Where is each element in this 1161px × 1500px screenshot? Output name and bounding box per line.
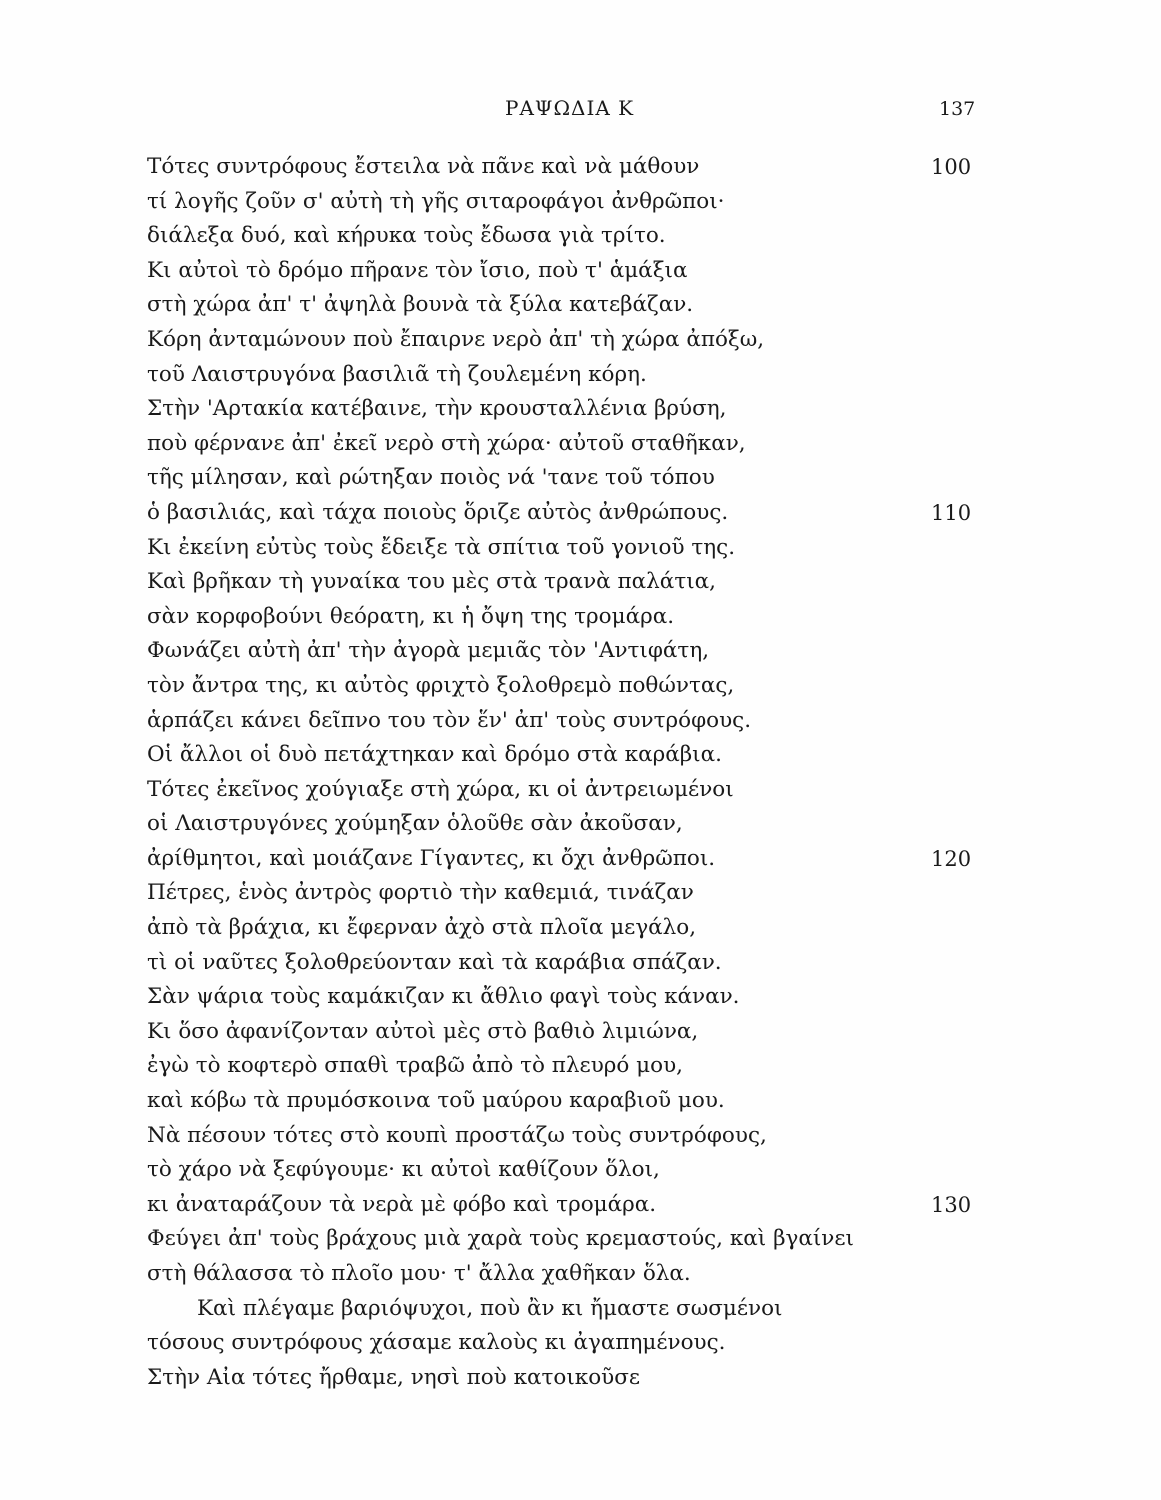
- verse-line: [147, 461, 1007, 496]
- verse-line: [147, 1361, 1007, 1396]
- verse-line: [147, 1015, 1007, 1050]
- verse-text: Κόρη ἀνταμώνουν ποὺ ἔπαιρνε νερὸ ἀπ' τὴ χώρα ἀπόξω,: [147, 326, 765, 352]
- verse-line: [147, 946, 1007, 981]
- verse-line: [147, 842, 1007, 877]
- verse-line: [147, 254, 1007, 289]
- verse-text: τόσους συντρόφους χάσαμε καλοὺς κι ἀγαπημένους.: [147, 1330, 726, 1356]
- verse-text: Καὶ βρῆκαν τὴ γυναίκα του μὲς στὰ τρανὰ παλάτια,: [147, 569, 716, 595]
- verse-line: [147, 1188, 1007, 1223]
- page-header: [0, 96, 1161, 126]
- verse-line: [147, 392, 1007, 427]
- verse-text: τὸν ἄντρα της, κι αὐτὸς φριχτὸ ξολοθρεμὸ ποθώντας,: [147, 672, 735, 698]
- verse-line: [147, 600, 1007, 635]
- verse-text: στὴ θάλασσα τὸ πλοῖο μου· τ' ἄλλα χαθῆκαν ὅλα.: [147, 1261, 691, 1286]
- verse-text: τὶ οἱ ναῦτες ξολοθρεύονταν καὶ τὰ καράβια σπάζαν.: [147, 949, 722, 975]
- verse-text: κι ἀναταράζουν τὰ νερὰ μὲ φόβο καὶ τρομάρα.: [147, 1191, 657, 1217]
- verse-text: Νὰ πέσουν τότες στὸ κουπὶ προστάζω τοὺς συντρόφους,: [147, 1122, 767, 1148]
- verse-text: τοῦ Λαιστρυγόνα βασιλιᾶ τὴ ζουλεμένη κόρη.: [147, 361, 647, 387]
- verse-line: [147, 427, 1007, 462]
- verse-line: [147, 669, 1007, 704]
- verse-text: στὴ χώρα ἀπ' τ' ἀψηλὰ βουνὰ τὰ ξύλα κατεβάζαν.: [147, 292, 694, 318]
- verse-text: Καὶ πλέγαμε βαριόψυχοι, ποὺ ἂν κι ἤμαστε σωσμένοι: [197, 1295, 783, 1321]
- verse-line: [147, 1257, 1007, 1292]
- running-title: ΡΑΨΩΔΙΑ Κ: [505, 96, 635, 120]
- verse-line: [147, 323, 1007, 358]
- verse-line: [147, 773, 1007, 808]
- verse-text: τὸ χάρο νὰ ξεφύγουμε· κι αὐτοὶ καθίζουν ὅλοι,: [147, 1157, 660, 1183]
- verse-line: [147, 911, 1007, 946]
- verse-line: [147, 1119, 1007, 1154]
- verse-text: ἀπὸ τὰ βράχια, κι ἔφερναν ἀχὸ στὰ πλοῖα μεγάλο,: [147, 915, 697, 941]
- verse-text: Τότες ἐκεῖνος χούγιαξε στὴ χώρα, κι οἱ ἀντρειωμένοι: [147, 776, 734, 802]
- verse-line: [147, 1222, 1007, 1257]
- verse-line: [147, 496, 1007, 531]
- verse-line: [147, 1292, 1007, 1327]
- verse-line: [147, 1084, 1007, 1119]
- verse-text: ἐγὼ τὸ κοφτερὸ σπαθὶ τραβῶ ἀπὸ τὸ πλευρό μου,: [147, 1053, 683, 1079]
- verse-text: ἀρίθμητοι, καὶ μοιάζανε Γίγαντες, κι ὄχι ἀνθρῶποι.: [147, 845, 716, 871]
- verse-text: καὶ κόβω τὰ πρυμόσκοινα τοῦ μαύρου καραβιοῦ μου.: [147, 1088, 725, 1114]
- verse-line: [147, 980, 1007, 1015]
- verse-text: Πέτρες, ἑνὸς ἀντρὸς φορτιὸ τὴν καθεμιά, τινάζαν: [147, 880, 694, 906]
- verse-line: [147, 565, 1007, 600]
- verse-text: Στὴν 'Αρτακία κατέβαινε, τὴν κρουσταλλένια βρύση,: [147, 396, 727, 422]
- verse-text: σὰν κορφοβούνι θεόρατη, κι ἡ ὄψη της τρομάρα.: [147, 603, 675, 629]
- verse-line: [147, 634, 1007, 669]
- verse-text: οἱ Λαιστρυγόνες χούμηξαν ὁλοῦθε σὰν ἀκοῦσαν,: [147, 811, 683, 837]
- verse-text: τῆς μίλησαν, καὶ ρώτηξαν ποιὸς νά 'τανε τοῦ τόπου: [147, 465, 715, 491]
- verse-line: [147, 288, 1007, 323]
- verse-line: [147, 738, 1007, 773]
- verse-line: [147, 876, 1007, 911]
- verse-line: [147, 1153, 1007, 1188]
- verse-text: Οἱ ἄλλοι οἱ δυὸ πετάχτηκαν καὶ δρόμο στὰ καράβια.: [147, 742, 722, 768]
- verse-text: τί λογῆς ζοῦν σ' αὐτὴ τὴ γῆς σιταροφάγοι ἀνθρῶποι·: [147, 188, 725, 214]
- verse-text: Στὴν Αἰα τότες ἤρθαμε, νησὶ ποὺ κατοικοῦσε: [147, 1364, 641, 1390]
- verse-line: [147, 150, 1007, 185]
- verse-line: [147, 531, 1007, 566]
- verse-text: ποὺ φέρνανε ἀπ' ἐκεῖ νερὸ στὴ χώρα· αὐτοῦ σταθῆκαν,: [147, 430, 746, 456]
- line-number: 120: [931, 846, 972, 871]
- verse-text: ἁρπάζει κάνει δεῖπνο του τὸν ἕν' ἀπ' τοὺς συντρόφους.: [147, 707, 752, 733]
- verse-text: Φωνάζει αὐτὴ ἀπ' τὴν ἀγορὰ μεμιᾶς τὸν 'Αντιφάτη,: [147, 638, 710, 664]
- verse-text: ὁ βασιλιάς, καὶ τάχα ποιοὺς ὅριζε αὐτὸς ἀνθρώπους.: [147, 499, 729, 525]
- verse-line: [147, 704, 1007, 739]
- verse-line: [147, 1326, 1007, 1361]
- verse-text: Κι ὅσο ἀφανίζονταν αὐτοὶ μὲς στὸ βαθιὸ λιμιώνα,: [147, 1018, 699, 1044]
- verse-text: διάλεξα δυό, καὶ κήρυκα τοὺς ἔδωσα γιὰ τρίτο.: [147, 223, 666, 249]
- verse-text: Σὰν ψάρια τοὺς καμάκιζαν κι ἄθλιο φαγὶ τοὺς κάναν.: [147, 984, 740, 1010]
- verse-line: [147, 358, 1007, 393]
- verse-line: [147, 219, 1007, 254]
- verse-text: Φεύγει ἀπ' τοὺς βράχους μιὰ χαρὰ τοὺς κρεμαστούς, καὶ βγαίνει: [147, 1226, 854, 1252]
- page-number: 137: [939, 98, 976, 120]
- verse-line: [147, 1049, 1007, 1084]
- poem-text: [147, 150, 1007, 1395]
- verse-line: [147, 807, 1007, 842]
- line-number: 130: [931, 1192, 972, 1217]
- verse-line: [147, 185, 1007, 220]
- verse-text: Τότες συντρόφους ἔστειλα νὰ πᾶνε καὶ νὰ μάθουν: [147, 154, 700, 179]
- line-number: 100: [931, 155, 972, 179]
- verse-text: Κι ἐκείνη εὐτὺς τοὺς ἔδειξε τὰ σπίτια τοῦ γονιοῦ της.: [147, 534, 736, 560]
- line-number: 110: [931, 500, 972, 525]
- verse-text: Κι αὐτοὶ τὸ δρόμο πῆρανε τὸν ἴσιο, ποὺ τ' ἁμάξια: [147, 257, 688, 283]
